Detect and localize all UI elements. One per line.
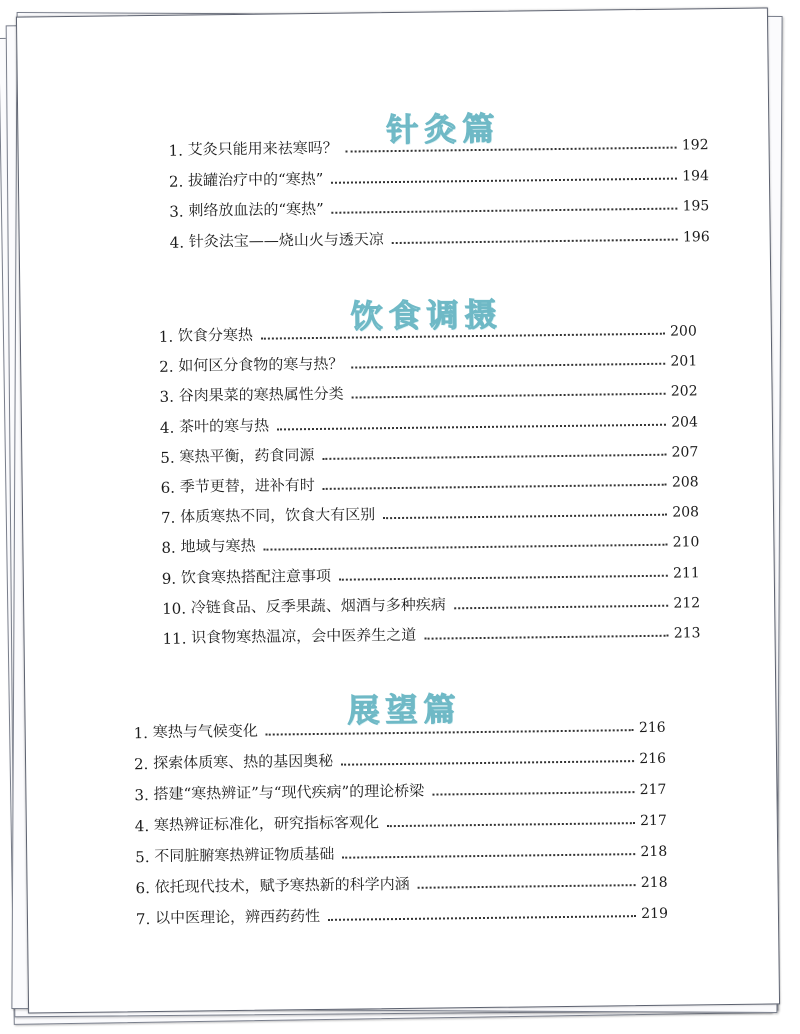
dot-leader: [342, 853, 635, 859]
toc-entry[interactable]: [136, 898, 668, 928]
toc-entry[interactable]: [161, 527, 699, 558]
entry-number: 6.: [160, 478, 180, 497]
entry-number: 4.: [134, 817, 155, 836]
dot-leader: [418, 884, 636, 889]
entry-title: 寒热与气候变化: [152, 721, 258, 742]
entry-page-number: 210: [672, 534, 700, 552]
entry-title: 针灸法宝——烧山火与透天凉: [188, 229, 384, 251]
dot-leader: [339, 574, 668, 580]
toc-entry[interactable]: [159, 315, 697, 346]
dot-leader: [392, 238, 678, 243]
entry-title: 茶叶的寒与热: [178, 416, 270, 436]
entry-title: 刺络放血法的“寒热”: [188, 199, 324, 220]
dot-leader: [351, 363, 665, 369]
entry-page-number: 200: [670, 323, 697, 340]
entry-page-number: 208: [671, 474, 699, 491]
toc-entry[interactable]: [159, 376, 697, 407]
entry-number: 5.: [135, 848, 155, 867]
entry-number: 4.: [159, 418, 180, 437]
toc-entry[interactable]: [161, 466, 699, 497]
dot-leader: [328, 915, 636, 921]
dot-leader: [323, 484, 667, 490]
toc-entry[interactable]: [134, 774, 666, 804]
entry-page-number: 218: [640, 874, 668, 892]
entry-number: 5.: [160, 448, 180, 467]
entry-title: 体质寒热不同，饮食大有区别: [180, 505, 376, 526]
entry-number: 6.: [135, 879, 155, 898]
entry-page-number: 207: [671, 444, 699, 461]
entry-title: 谷肉果菜的寒热属性分类: [178, 385, 344, 406]
entry-number: 1.: [133, 724, 153, 743]
toc-entry[interactable]: [169, 160, 709, 191]
entry-number: 7.: [160, 508, 181, 528]
entry-title: 地域与寒热: [180, 537, 256, 557]
toc-entry[interactable]: [162, 617, 700, 648]
entry-title: 季节更替，进补有时: [179, 476, 315, 496]
toc-entry[interactable]: [134, 712, 666, 742]
toc-entry[interactable]: [135, 805, 667, 835]
dot-leader: [322, 454, 666, 460]
entry-page-number: 218: [640, 843, 668, 861]
entry-number: 8.: [161, 539, 181, 558]
toc-entry[interactable]: [159, 346, 697, 377]
entry-title: 艾灸只能用来祛寒吗？: [187, 138, 338, 159]
entry-number: 4.: [169, 233, 189, 252]
entry-page-number: 217: [639, 781, 667, 799]
dot-leader: [277, 423, 666, 430]
entry-number: 2.: [168, 172, 189, 191]
entry-page-number: 219: [641, 905, 669, 923]
entry-title: 饮食分寒热: [177, 325, 254, 345]
entry-number: 9.: [161, 569, 182, 588]
entry-page-number: 192: [681, 137, 709, 154]
toc-page: [16, 7, 780, 1013]
dot-leader: [266, 729, 634, 735]
toc-entry[interactable]: [135, 836, 667, 866]
entry-number: 10.: [162, 599, 191, 618]
section-heading: 针灸篇: [386, 109, 501, 150]
entry-title: 冷链食品、反季果蔬、烟酒与多种疾病: [190, 595, 446, 617]
dot-leader: [332, 208, 678, 214]
entry-page-number: 195: [682, 198, 710, 215]
entry-title: 寒热平衡，药食同源: [179, 445, 315, 466]
dot-leader: [346, 147, 677, 153]
section-heading: 饮食调摄: [350, 295, 503, 336]
entry-page-number: 208: [672, 504, 700, 521]
entry-title: 饮食寒热搭配注意事项: [180, 566, 332, 587]
toc-entry[interactable]: [161, 497, 699, 528]
dot-leader: [264, 544, 668, 551]
toc-entry[interactable]: [162, 557, 700, 588]
entry-number: 3.: [134, 786, 154, 805]
entry-page-number: 217: [639, 812, 667, 830]
entry-page-number: 211: [672, 564, 700, 582]
dot-leader: [424, 635, 668, 640]
dot-leader: [383, 514, 667, 519]
entry-page-number: 204: [671, 413, 699, 431]
toc-entry[interactable]: [135, 867, 667, 897]
entry-number: 2.: [133, 755, 154, 774]
entry-title: 拔罐治疗中的“寒热”: [187, 169, 324, 190]
entry-page-number: 216: [638, 719, 666, 737]
entry-number: 1.: [168, 141, 188, 160]
dot-leader: [432, 791, 634, 795]
entry-title: 搭建“寒热辨证”与“现代疾病”的理论桥梁: [153, 781, 425, 804]
entry-page-number: 202: [670, 383, 698, 401]
entry-page-number: 212: [673, 595, 701, 612]
entry-number: 1.: [158, 327, 179, 346]
entry-number: 3.: [159, 388, 179, 407]
entry-title: 寒热辨证标准化，研究指标客观化: [153, 813, 380, 835]
toc-entry[interactable]: [170, 221, 710, 252]
entry-page-number: 216: [639, 750, 667, 768]
dot-leader: [331, 177, 677, 183]
entry-title: 以中医理论，辨西药药性: [154, 906, 321, 927]
entry-title: 如何区分食物的寒与热？: [178, 354, 344, 375]
dot-leader: [387, 822, 635, 827]
table-of-contents: [17, 8, 779, 1012]
toc-entry[interactable]: [134, 743, 666, 773]
entry-page-number: 201: [670, 353, 698, 370]
entry-number: 3.: [169, 202, 189, 221]
section-heading: 展望篇: [347, 690, 462, 730]
entry-page-number: 213: [673, 625, 701, 642]
toc-entry[interactable]: [160, 436, 698, 467]
entry-title: 不同脏腑寒热辨证物质基础: [154, 844, 335, 866]
dot-leader: [341, 760, 634, 766]
entry-number: 7.: [135, 909, 156, 929]
toc-entry[interactable]: [162, 587, 700, 618]
entry-title: 识食物寒热温凉，会中医养生之道: [191, 625, 417, 647]
dot-leader: [352, 393, 666, 399]
dot-leader: [454, 605, 668, 610]
entry-number: 11.: [162, 629, 192, 648]
entry-page-number: 194: [682, 167, 710, 185]
toc-entry[interactable]: [169, 190, 709, 221]
entry-number: 2.: [159, 357, 179, 377]
toc-entry[interactable]: [168, 129, 708, 160]
entry-title: 依托现代技术，赋予寒热新的科学内涵: [154, 874, 410, 897]
toc-entry[interactable]: [160, 406, 698, 437]
entry-page-number: 196: [682, 228, 710, 245]
dot-leader: [261, 333, 665, 340]
entry-title: 探索体质寒、热的基因奥秘: [153, 751, 334, 773]
